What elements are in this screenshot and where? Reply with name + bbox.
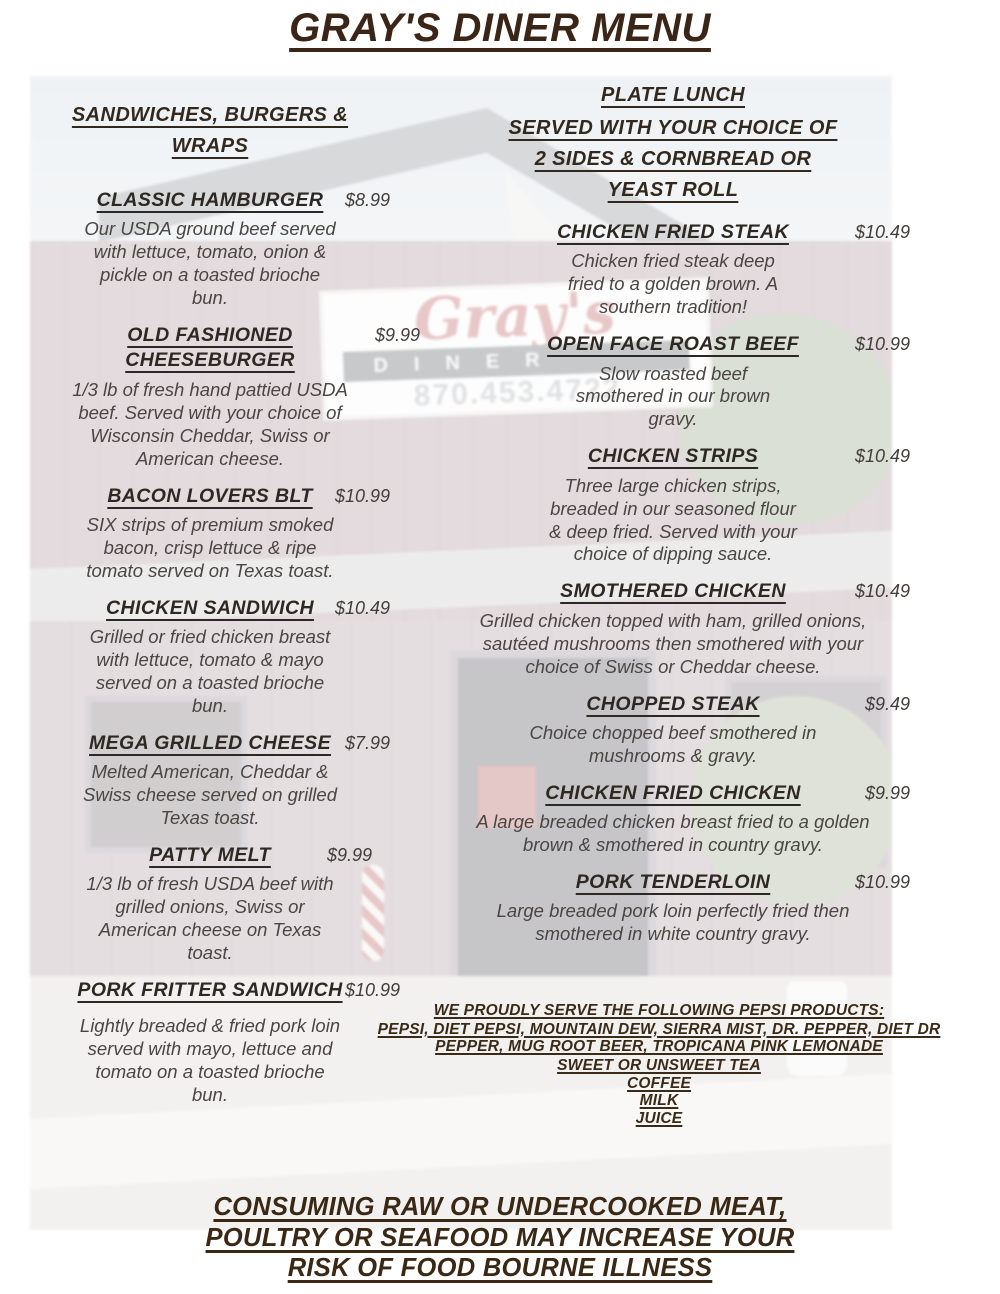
menu-item-name: BACON LOVERS BLT: [107, 484, 313, 507]
menu-item-description: Grilled chicken topped with ham, grilled onions, sautéed mushrooms then smothered with your choice of Swiss or Cheddar cheese.: [479, 609, 867, 677]
beverages-heading: WE PROUDLY SERVE THE FOLLOWING PEPSI PRODUCTS:: [433, 1002, 885, 1019]
sign-diner-band: DINER: [343, 340, 690, 382]
menu-item: [30, 731, 390, 830]
menu-item-name: CHICKEN SANDWICH: [106, 596, 314, 619]
menu-item-price: $9.99: [374, 325, 420, 346]
menu-item: [436, 444, 910, 566]
menu-item-price: $10.49: [854, 222, 910, 242]
menu-item-price: $10.49: [334, 597, 390, 618]
menu-item: [436, 870, 910, 946]
menu-item-price: $10.99: [854, 872, 910, 892]
menu-item: [30, 596, 390, 718]
menu-item-price: $7.99: [344, 732, 390, 753]
section-plate-lunch: [436, 80, 910, 959]
sign-phone-number: 870.453.4722: [413, 372, 622, 413]
menu-item: [436, 220, 910, 319]
menu-item-description: 1/3 lb of fresh USDA beef with grilled onions, Swiss or American cheese on Texas toast.: [86, 873, 334, 964]
menu-item-name: CLASSIC HAMBURGER: [96, 189, 324, 211]
beverages-section: [356, 1002, 962, 1128]
menu-item-price: $10.99: [334, 485, 390, 506]
plate-lunch-subheading: SERVED WITH YOUR CHOICE OF 2 SIDES & CORNBREAD OR YEAST ROLL: [508, 117, 838, 201]
menu-item-price: $9.49: [864, 693, 910, 714]
beverage-line: COFFEE: [626, 1074, 692, 1092]
menu-item-name: CHICKEN FRIED CHICKEN: [545, 781, 801, 804]
menu-item: [30, 978, 400, 1107]
menu-item-name: CHICKEN STRIPS: [587, 445, 759, 468]
beverages-products: PEPSI, DIET PEPSI, MOUNTAIN DEW, SIERRA MIST, DR. PEPPER, DIET DR PEPPER, MUG ROOT BEER, TROPICANA PINK LEMONADE: [377, 1020, 941, 1056]
menu-item-description: Slow roasted beef smothered in our brown gravy.: [575, 362, 771, 430]
menu-item-description: 1/3 lb of fresh hand pattied USDA beef. Served with your choice of Wisconsin Cheddar, Swiss or American cheese.: [72, 378, 348, 469]
menu-item-description: Chicken fried steak deep fried to a golden brown. A southern tradition!: [567, 250, 779, 318]
menu-item-name: PATTY MELT: [149, 843, 271, 866]
menu-item-description: Lightly breaded & fried pork loin served with mayo, lettuce and tomato on a toasted brioche bun.: [79, 1015, 341, 1106]
menu-item-name: MEGA GRILLED CHEESE: [89, 731, 331, 754]
beverage-line: SWEET OR UNSWEET TEA: [557, 1056, 761, 1074]
menu-item: [30, 843, 390, 965]
menu-item-name: SMOTHERED CHICKEN: [560, 580, 786, 603]
menu-item: [436, 692, 910, 768]
menu-item: [436, 579, 910, 678]
sign-script-text: Gray's: [412, 278, 617, 354]
menu-item-price: $10.49: [854, 581, 910, 602]
menu-item-price: $8.99: [344, 190, 390, 210]
menu-item-price: $10.99: [854, 334, 910, 355]
menu-item: [436, 781, 910, 857]
menu-item-description: A large breaded chicken breast fried to a golden brown & smothered in country gravy.: [476, 811, 870, 856]
menu-item-price: $10.99: [344, 980, 400, 1001]
page-title: GRAY'S DINER MENU: [289, 6, 711, 50]
menu-item: [30, 188, 390, 310]
plate-lunch-heading: PLATE LUNCH: [600, 84, 746, 106]
menu-item-description: Three large chicken strips, breaded in our seasoned flour & deep fried. Served with your choice of dipping sauce.: [549, 474, 797, 565]
menu-item-description: SIX strips of premium smoked bacon, crisp lettuce & ripe tomato served on Texas toast.: [86, 513, 334, 581]
menu-item-description: Large breaded pork loin perfectly fried then smothered in white country gravy.: [496, 900, 850, 945]
beverage-line: MILK: [639, 1092, 679, 1110]
menu-item-name: PORK TENDERLOIN: [575, 871, 771, 893]
footer-notice: CONSUMING RAW OR UNDERCOOKED MEAT, POULTRY OR SEAFOOD MAY INCREASE YOUR RISK OF FOOD BOURNE ILLNESS: [205, 1193, 795, 1283]
menu-item-description: Our USDA ground beef served with lettuce, tomato, onion & pickle on a toasted brioche bun.: [84, 218, 336, 309]
menu-item-name: PORK FRITTER SANDWICH: [77, 979, 343, 1002]
menu-item-description: Grilled or fried chicken breast with lettuce, tomato & mayo served on a toasted brioche bun.: [89, 626, 331, 716]
menu-item-name: CHICKEN FRIED STEAK: [557, 221, 789, 243]
menu-item-price: $9.99: [864, 782, 910, 803]
menu-item: [436, 332, 910, 431]
section-heading: SANDWICHES, BURGERS & WRAPS: [71, 104, 349, 157]
menu-item-price: $9.99: [326, 844, 372, 865]
section-sandwiches-burgers-wraps: [30, 100, 420, 1120]
menu-item-name: CHOPPED STEAK: [586, 692, 760, 715]
menu-item-description: Choice chopped beef smothered in mushrooms & gravy.: [529, 721, 817, 766]
menu-item-name: OPEN FACE ROAST BEEF: [547, 333, 799, 356]
menu-item-price: $10.49: [854, 446, 910, 467]
menu-item-name: OLD FASHIONED CHEESEBURGER: [125, 324, 295, 372]
menu-item: [30, 484, 390, 583]
beverage-line: JUICE: [635, 1109, 683, 1127]
menu-item: [30, 323, 420, 470]
menu-item-description: Melted American, Cheddar & Swiss cheese served on grilled Texas toast.: [83, 761, 337, 828]
